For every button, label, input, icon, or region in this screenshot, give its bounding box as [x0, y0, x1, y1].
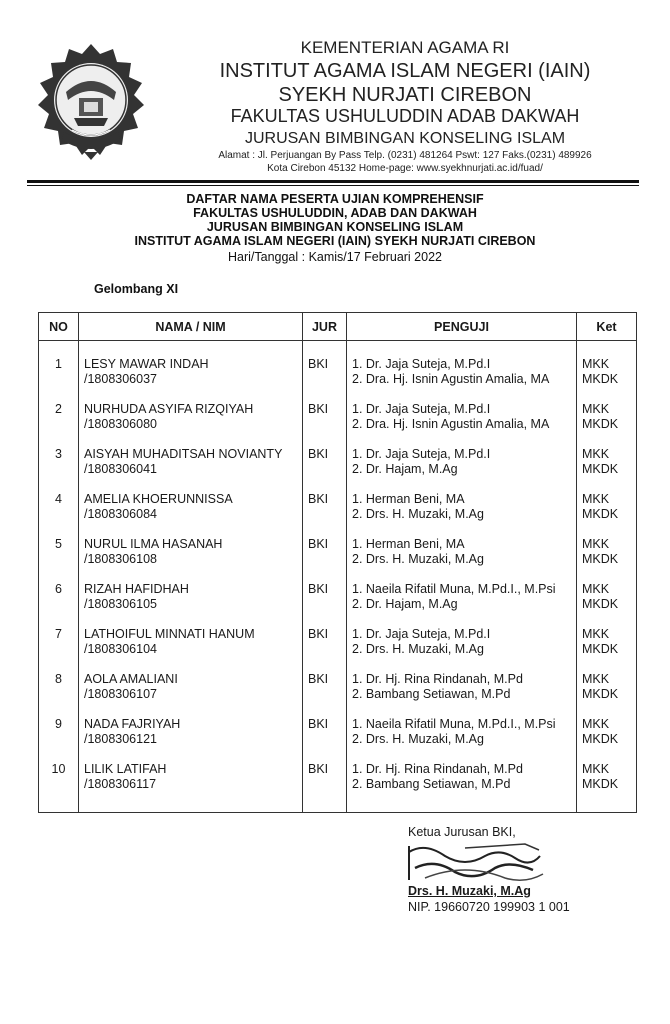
cell-ket1: MKK — [582, 582, 610, 596]
cell-jur — [303, 447, 347, 492]
institution-logo-icon — [34, 40, 149, 168]
cell-name-nim — [79, 672, 303, 717]
cell-no — [39, 672, 79, 717]
cell-ket1: MKK — [582, 537, 610, 551]
cell-examiner2: 2. Dra. Hj. Isnin Agustin Amalia, MA — [352, 417, 550, 431]
cell-nim: /1808306121 — [84, 732, 157, 746]
table-row — [39, 582, 637, 627]
cell-ket — [577, 341, 637, 403]
cell-name: AISYAH MUHADITSAH NOVIANTY — [84, 447, 283, 461]
cell-ket2: MKDK — [582, 732, 619, 746]
cell-nim: /1808306117 — [84, 777, 157, 791]
cell-name-nim — [79, 762, 303, 813]
cell-ket — [577, 627, 637, 672]
cell-nim: /1808306105 — [84, 597, 157, 611]
cell-ket2: MKDK — [582, 507, 619, 521]
cell-ket1: MKK — [582, 447, 610, 461]
cell-examiner2: 2. Dr. Hajam, M.Ag — [352, 462, 458, 476]
cell-ket2: MKDK — [582, 462, 619, 476]
cell-nim: /1808306041 — [84, 462, 157, 476]
signatory-nip: NIP. 19660720 199903 1 001 — [408, 900, 570, 914]
cell-ket2: MKDK — [582, 372, 619, 386]
table-row — [39, 627, 637, 672]
department-name: JURUSAN BIMBINGAN KONSELING ISLAM — [244, 130, 566, 147]
cell-no: 7 — [55, 627, 62, 641]
cell-examiner — [347, 492, 577, 537]
cell-name: AMELIA KHOERUNNISSA — [84, 492, 233, 506]
cell-jur: BKI — [308, 537, 329, 551]
cell-nim: /1808306084 — [84, 507, 157, 521]
signature-title: Ketua Jurusan BKI, — [408, 825, 516, 839]
cell-examiner — [347, 762, 577, 813]
cell-examiner2: 2. Dra. Hj. Isnin Agustin Amalia, MA — [352, 372, 550, 386]
cell-nim: /1808306037 — [84, 372, 157, 386]
cell-no — [39, 341, 79, 403]
cell-ket2: MKDK — [582, 642, 619, 656]
letterhead-divider — [27, 180, 639, 183]
cell-no: 8 — [55, 672, 62, 686]
table-row — [39, 492, 637, 537]
cell-name-nim — [79, 717, 303, 762]
table-row — [39, 341, 637, 403]
cell-name: NADA FAJRIYAH — [84, 717, 181, 731]
cell-examiner — [347, 402, 577, 447]
cell-name-nim — [79, 627, 303, 672]
cell-name: NURUL ILMA HASANAH — [84, 537, 223, 551]
column-header-jur: JUR — [303, 313, 347, 341]
cell-examiner — [347, 537, 577, 582]
cell-ket1: MKK — [582, 717, 610, 731]
cell-ket1: MKK — [582, 672, 610, 686]
cell-no — [39, 582, 79, 627]
cell-ket — [577, 492, 637, 537]
cell-ket — [577, 402, 637, 447]
table-row — [39, 762, 637, 813]
cell-nim: /1808306107 — [84, 687, 157, 701]
cell-name: NURHUDA ASYIFA RIZQIYAH — [84, 402, 254, 416]
cell-jur — [303, 341, 347, 403]
cell-jur: BKI — [308, 447, 329, 461]
cell-nim: /1808306080 — [84, 417, 157, 431]
letterhead-divider-thin — [27, 185, 639, 186]
cell-no: 10 — [51, 762, 66, 776]
cell-ket1: MKK — [582, 627, 610, 641]
cell-examiner1: 1. Naeila Rifatil Muna, M.Pd.I., M.Psi — [352, 582, 556, 596]
cell-jur — [303, 717, 347, 762]
cell-ket2: MKDK — [582, 552, 619, 566]
cell-name: AOLA AMALIANI — [84, 672, 178, 686]
cell-jur: BKI — [308, 357, 329, 371]
cell-jur: BKI — [308, 762, 329, 776]
signature-icon — [405, 838, 545, 888]
document-subtitle-department: JURUSAN BIMBINGAN KONSELING ISLAM — [206, 220, 464, 234]
cell-examiner — [347, 447, 577, 492]
cell-examiner1: 1. Dr. Jaja Suteja, M.Pd.I — [352, 357, 491, 371]
address-line: Alamat : Jl. Perjuangan By Pass Telp. (0231) 481264 Pswt: 127 Faks.(0231) 489926 — [218, 150, 592, 161]
cell-no — [39, 537, 79, 582]
column-header-no: NO — [39, 313, 79, 341]
cell-jur: BKI — [308, 672, 329, 686]
cell-ket1: MKK — [582, 492, 610, 506]
cell-no — [39, 492, 79, 537]
cell-no: 4 — [55, 492, 62, 506]
cell-examiner1: 1. Herman Beni, MA — [352, 537, 465, 551]
cell-nim: /1808306104 — [84, 642, 157, 656]
cell-examiner1: 1. Dr. Hj. Rina Rindanah, M.Pd — [352, 762, 523, 776]
cell-examiner — [347, 627, 577, 672]
exam-date: Hari/Tanggal : Kamis/17 Februari 2022 — [227, 250, 442, 264]
document-subtitle-faculty: FAKULTAS USHULUDDIN, ADAB DAN DAKWAH — [193, 206, 477, 220]
faculty-name: FAKULTAS USHULUDDIN ADAB DAKWAH — [230, 106, 580, 126]
cell-examiner — [347, 672, 577, 717]
cell-jur — [303, 582, 347, 627]
cell-no — [39, 402, 79, 447]
cell-jur — [303, 762, 347, 813]
cell-examiner2: 2. Drs. H. Muzaki, M.Ag — [352, 642, 484, 656]
cell-ket1: MKK — [582, 357, 610, 371]
cell-name-nim — [79, 537, 303, 582]
cell-no: 3 — [55, 447, 62, 461]
table-row — [39, 447, 637, 492]
cell-no — [39, 717, 79, 762]
cell-examiner2: 2. Dr. Hajam, M.Ag — [352, 597, 458, 611]
cell-no: 9 — [55, 717, 62, 731]
cell-name-nim — [79, 492, 303, 537]
column-header-examiner: PENGUJI — [347, 313, 577, 341]
cell-ket — [577, 447, 637, 492]
cell-jur: BKI — [308, 582, 329, 596]
cell-jur — [303, 402, 347, 447]
cell-examiner2: 2. Drs. H. Muzaki, M.Ag — [352, 552, 484, 566]
city-homepage-line: Kota Cirebon 45132 Home-page: www.syekhnurjati.ac.id/fuad/ — [267, 163, 543, 174]
cell-examiner2: 2. Drs. H. Muzaki, M.Ag — [352, 732, 484, 746]
cell-ket — [577, 717, 637, 762]
cell-name-nim — [79, 402, 303, 447]
cell-ket — [577, 537, 637, 582]
column-header-ket: Ket — [577, 313, 637, 341]
cell-examiner1: 1. Naeila Rifatil Muna, M.Pd.I., M.Psi — [352, 717, 556, 731]
cell-name: LILIK LATIFAH — [84, 762, 167, 776]
cell-jur: BKI — [308, 717, 329, 731]
cell-name: LATHOIFUL MINNATI HANUM — [84, 627, 255, 641]
institute-subname: SYEKH NURJATI CIREBON — [278, 84, 532, 106]
cell-examiner1: 1. Herman Beni, MA — [352, 492, 465, 506]
cell-jur: BKI — [308, 402, 329, 416]
cell-ket2: MKDK — [582, 777, 619, 791]
cell-ket — [577, 762, 637, 813]
cell-examiner1: 1. Dr. Jaja Suteja, M.Pd.I — [352, 402, 491, 416]
cell-no: 5 — [55, 537, 62, 551]
cell-jur — [303, 492, 347, 537]
cell-ket1: MKK — [582, 762, 610, 776]
cell-name: RIZAH HAFIDHAH — [84, 582, 189, 596]
cell-ket2: MKDK — [582, 597, 619, 611]
cell-jur: BKI — [308, 627, 329, 641]
cell-examiner1: 1. Dr. Hj. Rina Rindanah, M.Pd — [352, 672, 523, 686]
cell-name: LESY MAWAR INDAH — [84, 357, 209, 371]
document-subtitle-institute: INSTITUT AGAMA ISLAM NEGERI (IAIN) SYEKH NURJATI CIREBON — [134, 234, 536, 248]
cell-examiner2: 2. Bambang Setiawan, M.Pd — [352, 687, 511, 701]
cell-no — [39, 762, 79, 813]
cell-ket2: MKDK — [582, 417, 619, 431]
cell-nim: /1808306108 — [84, 552, 157, 566]
cell-name-nim — [79, 341, 303, 403]
cell-jur — [303, 627, 347, 672]
cell-name-nim — [79, 447, 303, 492]
cell-jur: BKI — [308, 492, 329, 506]
cell-ket2: MKDK — [582, 687, 619, 701]
table-row — [39, 717, 637, 762]
ministry-name: KEMENTERIAN AGAMA RI — [300, 38, 510, 57]
table-row — [39, 672, 637, 717]
wave-label: Gelombang XI — [94, 282, 179, 296]
cell-ket — [577, 672, 637, 717]
cell-jur — [303, 672, 347, 717]
cell-ket — [577, 582, 637, 627]
cell-no — [39, 627, 79, 672]
participants-table — [38, 312, 637, 813]
cell-examiner — [347, 341, 577, 403]
table-header-row — [39, 313, 637, 341]
cell-ket1: MKK — [582, 402, 610, 416]
cell-no — [39, 447, 79, 492]
cell-name-nim — [79, 582, 303, 627]
table-row — [39, 402, 637, 447]
cell-examiner1: 1. Dr. Jaja Suteja, M.Pd.I — [352, 447, 491, 461]
cell-no: 6 — [55, 582, 62, 596]
cell-examiner2: 2. Drs. H. Muzaki, M.Ag — [352, 507, 484, 521]
document-title: DAFTAR NAMA PESERTA UJIAN KOMPREHENSIF — [186, 192, 484, 206]
column-header-name-nim: NAMA / NIM — [79, 313, 303, 341]
cell-examiner — [347, 582, 577, 627]
institute-name: INSTITUT AGAMA ISLAM NEGERI (IAIN) — [219, 60, 591, 82]
cell-jur — [303, 537, 347, 582]
table-row — [39, 537, 637, 582]
cell-examiner — [347, 717, 577, 762]
cell-no: 1 — [55, 357, 62, 371]
signatory-name: Drs. H. Muzaki, M.Ag — [408, 884, 531, 898]
cell-examiner2: 2. Bambang Setiawan, M.Pd — [352, 777, 511, 791]
cell-no: 2 — [55, 402, 62, 416]
cell-examiner1: 1. Dr. Jaja Suteja, M.Pd.I — [352, 627, 491, 641]
